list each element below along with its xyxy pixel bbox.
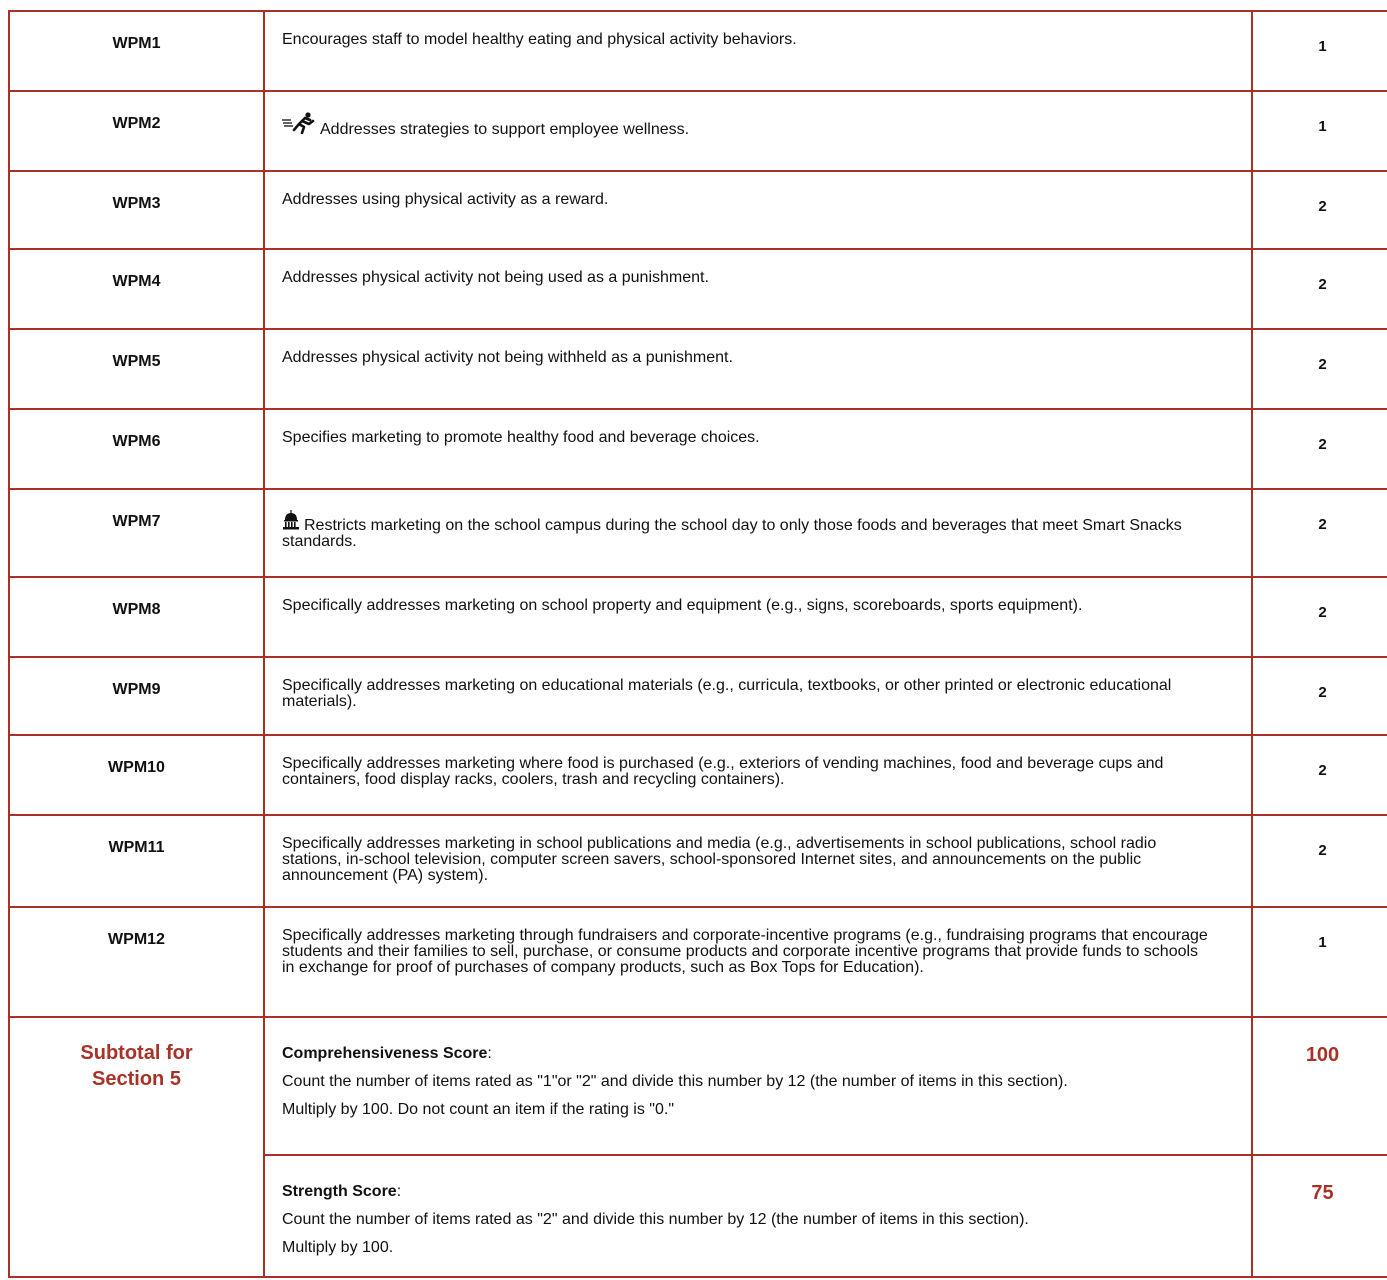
- item-description: [264, 657, 1252, 735]
- item-text: Specifically addresses marketing on school property and equipment (e.g., signs, scoreboards, sports equipment).: [282, 597, 1083, 614]
- table-row: [9, 489, 1387, 577]
- item-score: 2: [1252, 409, 1387, 489]
- strength-instruction-2: Multiply by 100.: [282, 1239, 394, 1256]
- strength-colon: :: [396, 1183, 402, 1200]
- table-row: [9, 171, 1387, 249]
- item-description: [264, 91, 1252, 171]
- item-score: 2: [1252, 489, 1387, 577]
- item-score: 2: [1252, 329, 1387, 409]
- comprehensiveness-colon: :: [487, 1045, 492, 1062]
- item-description: [264, 577, 1252, 657]
- capitol-icon: [282, 510, 300, 534]
- strength-heading: [282, 1178, 1221, 1206]
- strength-instruction-1: Count the number of items rated as "2" and divide this number by 12 (the number of items in this section).: [282, 1211, 1029, 1228]
- item-code: WPM10: [9, 735, 264, 815]
- item-text: Addresses strategies to support employee wellness.: [320, 121, 690, 138]
- item-score: 1: [1252, 91, 1387, 171]
- policy-score-table: [8, 10, 1387, 1278]
- item-text: Specifically addresses marketing through fundraisers and corporate-incentive programs (e.g., fundraising programs that encourage students and their families to sell, purchase, or consume products and corporate incentive programs that provide funds to schools in exchange for proof of purchases of company products, such as Box Tops for Education).: [282, 927, 1208, 976]
- subtotal-row-comprehensiveness: [9, 1017, 1387, 1155]
- strength-score: 75: [1252, 1155, 1387, 1277]
- item-score: 2: [1252, 249, 1387, 329]
- item-code: WPM8: [9, 577, 264, 657]
- comprehensiveness-title: Comprehensiveness Score: [282, 1045, 488, 1062]
- item-score: 2: [1252, 657, 1387, 735]
- item-code: WPM2: [9, 91, 264, 171]
- item-code: WPM4: [9, 249, 264, 329]
- item-description: [264, 815, 1252, 907]
- item-score: 1: [1252, 11, 1387, 91]
- item-score: 2: [1252, 735, 1387, 815]
- comprehensiveness-description: [264, 1017, 1252, 1155]
- item-description: [264, 171, 1252, 249]
- subtotal-label: Subtotal for Section 5: [9, 1017, 264, 1277]
- item-code: WPM5: [9, 329, 264, 409]
- item-description: [264, 329, 1252, 409]
- comprehensiveness-instruction-2: Multiply by 100. Do not count an item if the rating is "0.": [282, 1101, 674, 1118]
- comprehensiveness-heading: [282, 1040, 1221, 1068]
- item-text: Addresses physical activity not being withheld as a punishment.: [282, 349, 733, 366]
- item-score: 2: [1252, 815, 1387, 907]
- item-description: [264, 907, 1252, 1017]
- table-row: [9, 657, 1387, 735]
- item-code: WPM6: [9, 409, 264, 489]
- item-code: WPM12: [9, 907, 264, 1017]
- item-text: Addresses physical activity not being used as a punishment.: [282, 269, 709, 286]
- table-row: [9, 735, 1387, 815]
- item-text: Specifically addresses marketing on educational materials (e.g., curricula, textbooks, or other printed or electronic educational materials).: [282, 677, 1172, 710]
- item-score: 2: [1252, 171, 1387, 249]
- table-row: [9, 11, 1387, 91]
- item-code: WPM9: [9, 657, 264, 735]
- table-row: [9, 577, 1387, 657]
- item-text: Specifically addresses marketing in school publications and media (e.g., advertisements in school publications, school radio stations, in-school television, computer screen savers, school-sponsored Internet sites, and announcements on the public announcement (PA) system).: [282, 835, 1157, 884]
- item-code: WPM3: [9, 171, 264, 249]
- comprehensiveness-instruction-1: Count the number of items rated as "1"or "2" and divide this number by 12 (the number of items in this section).: [282, 1073, 1068, 1090]
- strength-title: Strength Score: [282, 1183, 397, 1200]
- item-description: [264, 11, 1252, 91]
- strength-description: [264, 1155, 1252, 1277]
- comprehensiveness-score: 100: [1252, 1017, 1387, 1155]
- item-description: [264, 249, 1252, 329]
- item-text: Specifically addresses marketing where food is purchased (e.g., exteriors of vending machines, food and beverage cups and containers, food display racks, coolers, trash and recycling containers).: [282, 755, 1164, 788]
- item-text: Encourages staff to model healthy eating and physical activity behaviors.: [282, 31, 797, 48]
- runner-icon: [282, 112, 316, 138]
- item-description: [264, 735, 1252, 815]
- table-row: [9, 249, 1387, 329]
- table-row: [9, 815, 1387, 907]
- item-code: WPM1: [9, 11, 264, 91]
- item-text: Specifies marketing to promote healthy food and beverage choices.: [282, 429, 760, 446]
- item-score: 1: [1252, 907, 1387, 1017]
- item-score: 2: [1252, 577, 1387, 657]
- table-row: [9, 409, 1387, 489]
- table-row: [9, 329, 1387, 409]
- item-text: Addresses using physical activity as a reward.: [282, 191, 609, 208]
- item-text: Restricts marketing on the school campus during the school day to only those foods and beverages that meet Smart Snacks standards.: [282, 517, 1182, 550]
- table-row: [9, 907, 1387, 1017]
- item-code: WPM7: [9, 489, 264, 577]
- item-description: [264, 489, 1252, 577]
- item-code: WPM11: [9, 815, 264, 907]
- table-row: [9, 91, 1387, 171]
- item-description: [264, 409, 1252, 489]
